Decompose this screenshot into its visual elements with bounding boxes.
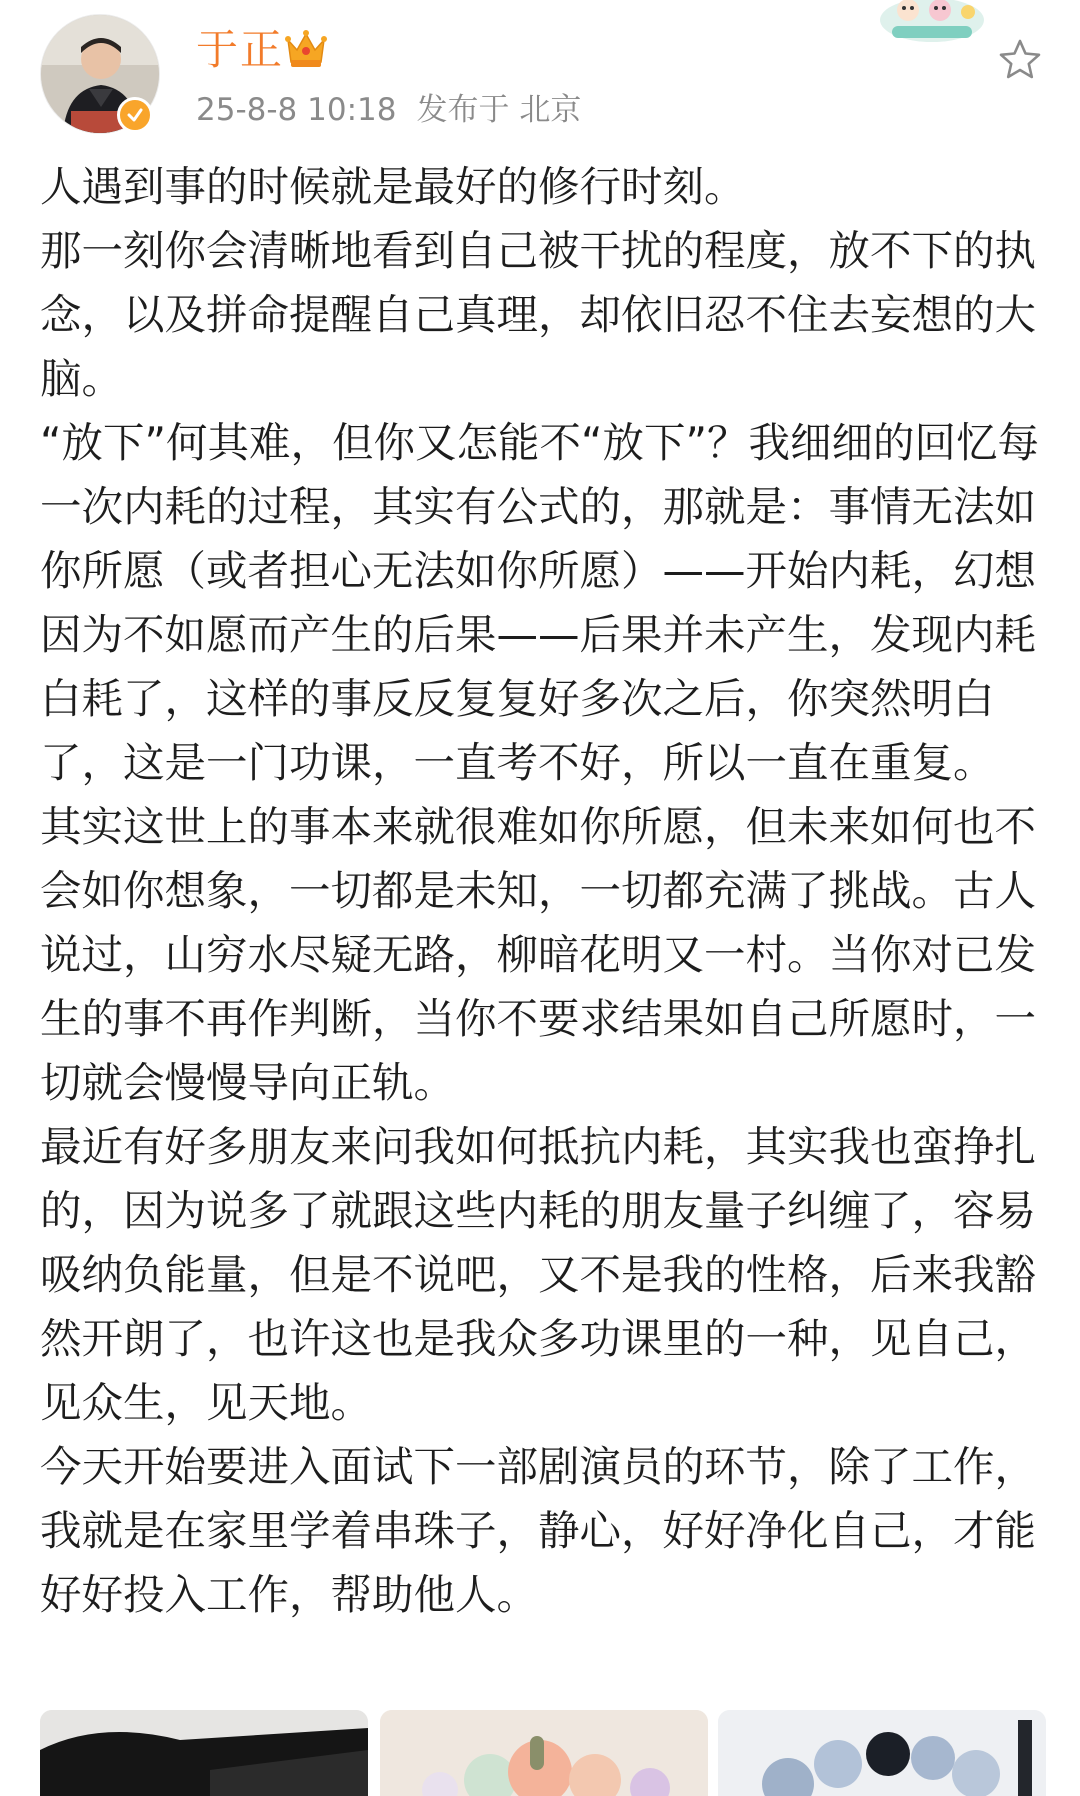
star-icon[interactable]: [996, 36, 1044, 84]
post-image-2[interactable]: [380, 1710, 708, 1796]
post-body: [40, 155, 1040, 1627]
post-image-3[interactable]: [718, 1710, 1046, 1796]
username[interactable]: 于正: [196, 25, 285, 74]
post-paragraph: 人遇到事的时候就是最好的修行时刻。: [40, 162, 746, 211]
post-paragraph: 今天开始要进入面试下一部剧演员的环节，除了工作，我就是在家里学着串珠子，静心，好好净化自己，才能好好投入工作，帮助他人。: [40, 1442, 1037, 1619]
post-paragraph: “放下”何其难，但你又怎能不“放下”？我细细的回忆每一次内耗的过程，其实有公式的，那就是：事情无法如你所愿（或者担心无法如你所愿）——开始内耗，幻想因为不如愿而产生的后果——后果并未产生，发现内耗白耗了，这样的事反反复复好多次之后，你突然明白了，这是一门功课，一直考不好，所以一直在重复。: [40, 418, 1040, 787]
post-timestamp: 25-8-8 10:18: [196, 92, 397, 128]
post-paragraph: 那一刻你会清晰地看到自己被干扰的程度，放不下的执念，以及拼命提醒自己真理，却依旧忍不住去妄想的大脑。: [40, 226, 1037, 403]
crown-icon: [284, 28, 328, 70]
post-paragraph: 最近有好多朋友来问我如何抵抗内耗，其实我也蛮挣扎的，因为说多了就跟这些内耗的朋友量子纠缠了，容易吸纳负能量，但是不说吧，又不是我的性格，后来我豁然开朗了，也许这也是我众多功课里的一种，见自己，见众生，见天地。: [40, 1122, 1037, 1427]
post-paragraph: 其实这世上的事本来就很难如你所愿，但未来如何也不会如你想象，一切都是未知，一切都充满了挑战。古人说过，山穷水尽疑无路，柳暗花明又一村。当你对已发生的事不再作判断，当你不要求结果如自己所愿时，一切就会慢慢导向正轨。: [40, 802, 1037, 1107]
post-meta: [196, 90, 601, 130]
verified-badge-icon: [117, 97, 153, 133]
post-image-1[interactable]: [40, 1710, 368, 1796]
post-location: 发布于 北京: [416, 92, 582, 128]
cartoon-sticker: [878, 0, 986, 44]
post-images: [40, 1710, 1050, 1796]
